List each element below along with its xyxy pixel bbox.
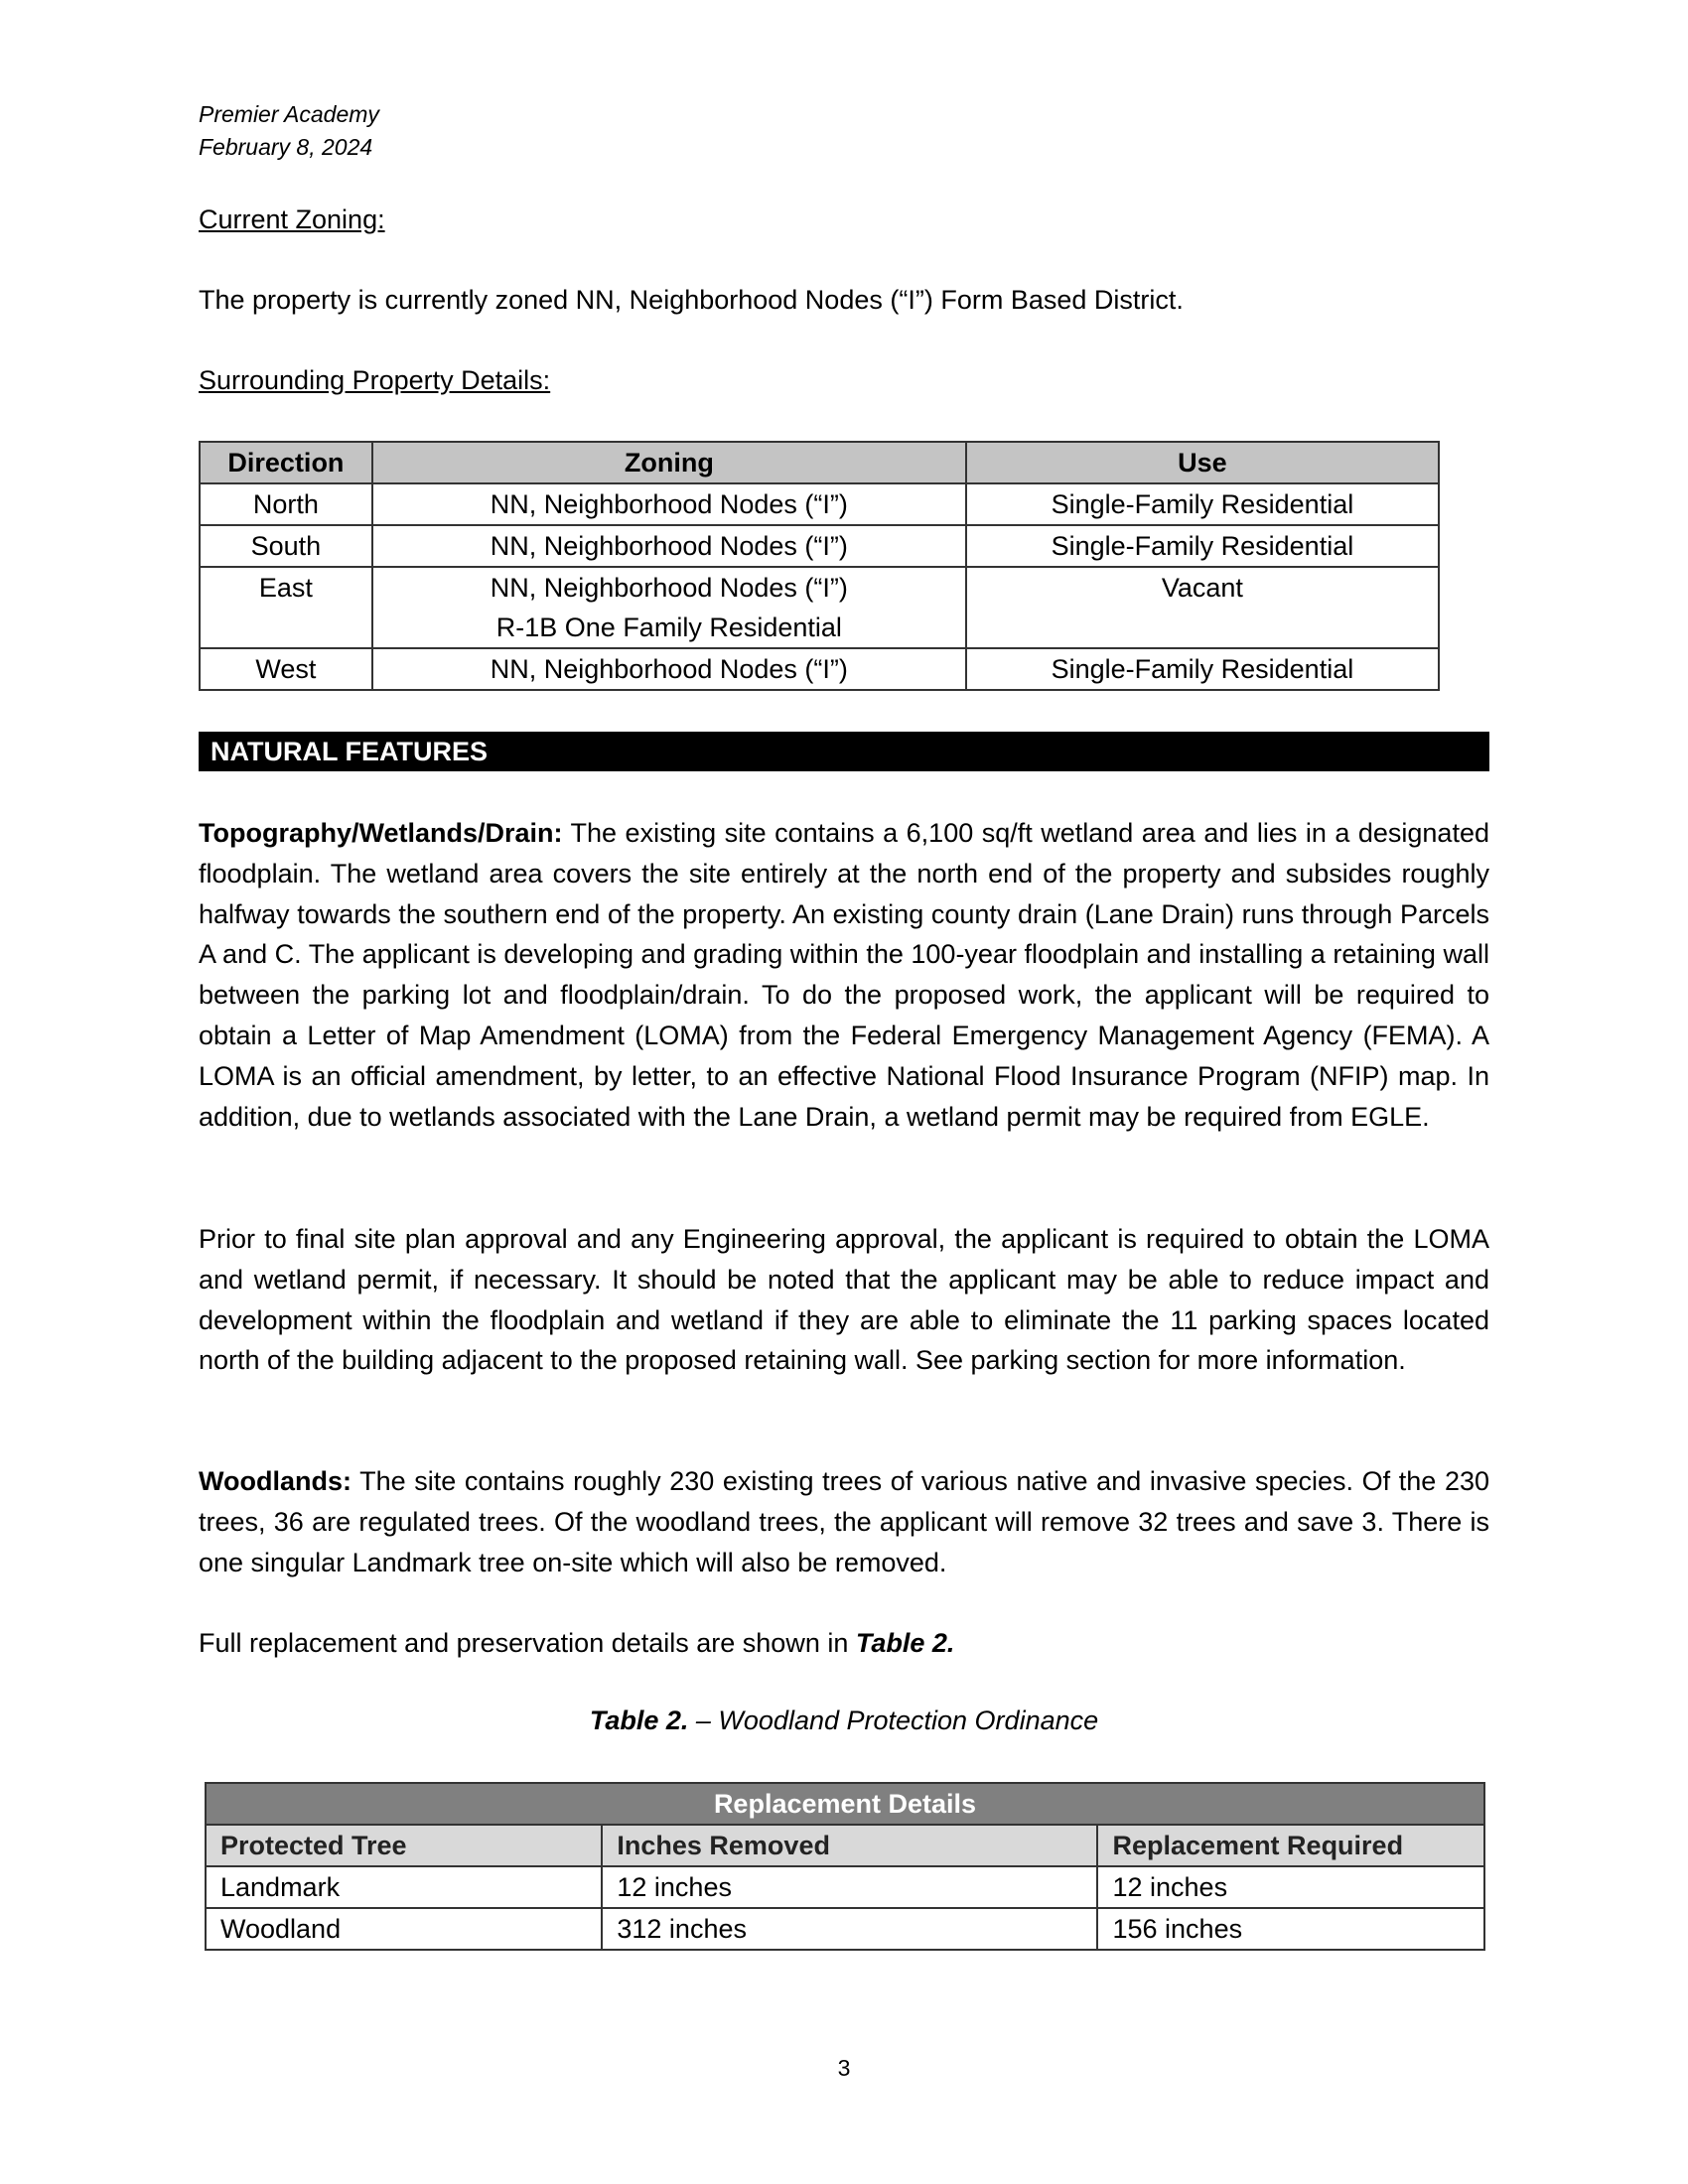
- column-header: Direction: [200, 442, 372, 483]
- removed-cell: 12 inches: [602, 1866, 1097, 1908]
- required-cell: 12 inches: [1097, 1866, 1484, 1908]
- natural-features-banner: NATURAL FEATURES: [199, 732, 1489, 771]
- topography-label: Topography/Wetlands/Drain:: [199, 818, 563, 848]
- table-row: [200, 525, 1439, 567]
- prior-approval-paragraph: Prior to final site plan approval and any Engineering approval, the applicant is required to obtain the LOMA and wetland permit, if necessary. It should be noted that the applicant may be able to reduce impact and development within the floodplain and wetland if they are able to eliminate the 11 parking spaces located north of the building adjacent to the proposed retaining wall. See parking section for more information.: [199, 1224, 1489, 1376]
- table-reference: Table 2.: [855, 1628, 955, 1658]
- table2-caption-title: – Woodland Protection Ordinance: [688, 1706, 1099, 1735]
- table-header-row: [200, 442, 1439, 483]
- zoning-cell: [372, 567, 966, 648]
- zoning-cell: NN, Neighborhood Nodes (“I”): [372, 483, 966, 525]
- direction-cell: South: [200, 525, 372, 567]
- table-row: [200, 648, 1439, 690]
- page-number: 3: [837, 2055, 851, 2081]
- woodlands-paragraph: [199, 1461, 1489, 1582]
- header-date: February 8, 2024: [199, 134, 373, 160]
- woodlands-text: The site contains roughly 230 existing trees of various native and invasive species. Of the 230 trees, 36 are regulated trees. Of the woodland trees, the applicant will remove 32 trees and save 3. There is one singular Landmark tree on-site which will also be removed.: [199, 1466, 1489, 1577]
- topography-text: The existing site contains a 6,100 sq/ft wetland area and lies in a designated floodplain. The wetland area covers the site entirely at the north end of the property and subsides roughly halfway towards the southern end of the property. An existing county drain (Lane Drain) runs through Parcels A and C. The applicant is developing and grading within the 100-year floodplain and installing a retaining wall between the parking lot and floodplain/drain. To do the proposed work, the applicant will be required to obtain a Letter of Map Amendment (LOMA) from the Federal Emergency Management Agency (FEMA). A LOMA is an official amendment, by letter, to an effective National Flood Insurance Program (NFIP) map. In addition, due to wetlands associated with the Lane Drain, a wetland permit may be required from EGLE.: [199, 818, 1489, 1132]
- direction-cell: East: [200, 567, 372, 648]
- zoning-cell: NN, Neighborhood Nodes (“I”): [372, 648, 966, 690]
- topography-paragraph: [199, 813, 1489, 1137]
- table-row: [200, 483, 1439, 525]
- full-replacement-line: [199, 1623, 1489, 1664]
- removed-cell: 312 inches: [602, 1908, 1097, 1950]
- column-header: Use: [966, 442, 1439, 483]
- table-row: [206, 1866, 1484, 1908]
- column-header: Protected Tree: [206, 1825, 602, 1866]
- use-cell: Single-Family Residential: [966, 648, 1439, 690]
- table2-caption-label: Table 2.: [589, 1706, 689, 1735]
- header-organization: Premier Academy: [199, 101, 379, 127]
- full-replacement-text: Full replacement and preservation details are shown in: [199, 1628, 856, 1658]
- woodlands-label: Woodlands:: [199, 1466, 352, 1496]
- zoning-line: R-1B One Family Residential: [495, 613, 842, 642]
- replacement-details-table: [205, 1782, 1485, 1951]
- table-title-row: [206, 1783, 1484, 1825]
- tree-cell: Landmark: [206, 1866, 602, 1908]
- use-cell: Vacant: [966, 567, 1439, 648]
- use-cell: Single-Family Residential: [966, 525, 1439, 567]
- direction-cell: North: [200, 483, 372, 525]
- table-header-row: [206, 1825, 1484, 1866]
- tree-cell: Woodland: [206, 1908, 602, 1950]
- use-cell: Single-Family Residential: [966, 483, 1439, 525]
- table2-caption: [0, 1706, 1688, 1736]
- surrounding-heading: Surrounding Property Details:: [199, 365, 551, 395]
- column-header: Inches Removed: [602, 1825, 1097, 1866]
- zoning-line: NN, Neighborhood Nodes (“I”): [490, 573, 848, 603]
- current-zoning-heading: Current Zoning:: [199, 205, 385, 234]
- zoning-cell: NN, Neighborhood Nodes (“I”): [372, 525, 966, 567]
- table-title: Replacement Details: [206, 1783, 1484, 1825]
- direction-cell: West: [200, 648, 372, 690]
- table-row: [206, 1908, 1484, 1950]
- column-header: Replacement Required: [1097, 1825, 1484, 1866]
- surrounding-property-table: [199, 441, 1440, 691]
- required-cell: 156 inches: [1097, 1908, 1484, 1950]
- column-header: Zoning: [372, 442, 966, 483]
- current-zoning-text: The property is currently zoned NN, Neighborhood Nodes (“I”) Form Based District.: [199, 285, 1184, 315]
- table-row: [200, 567, 1439, 648]
